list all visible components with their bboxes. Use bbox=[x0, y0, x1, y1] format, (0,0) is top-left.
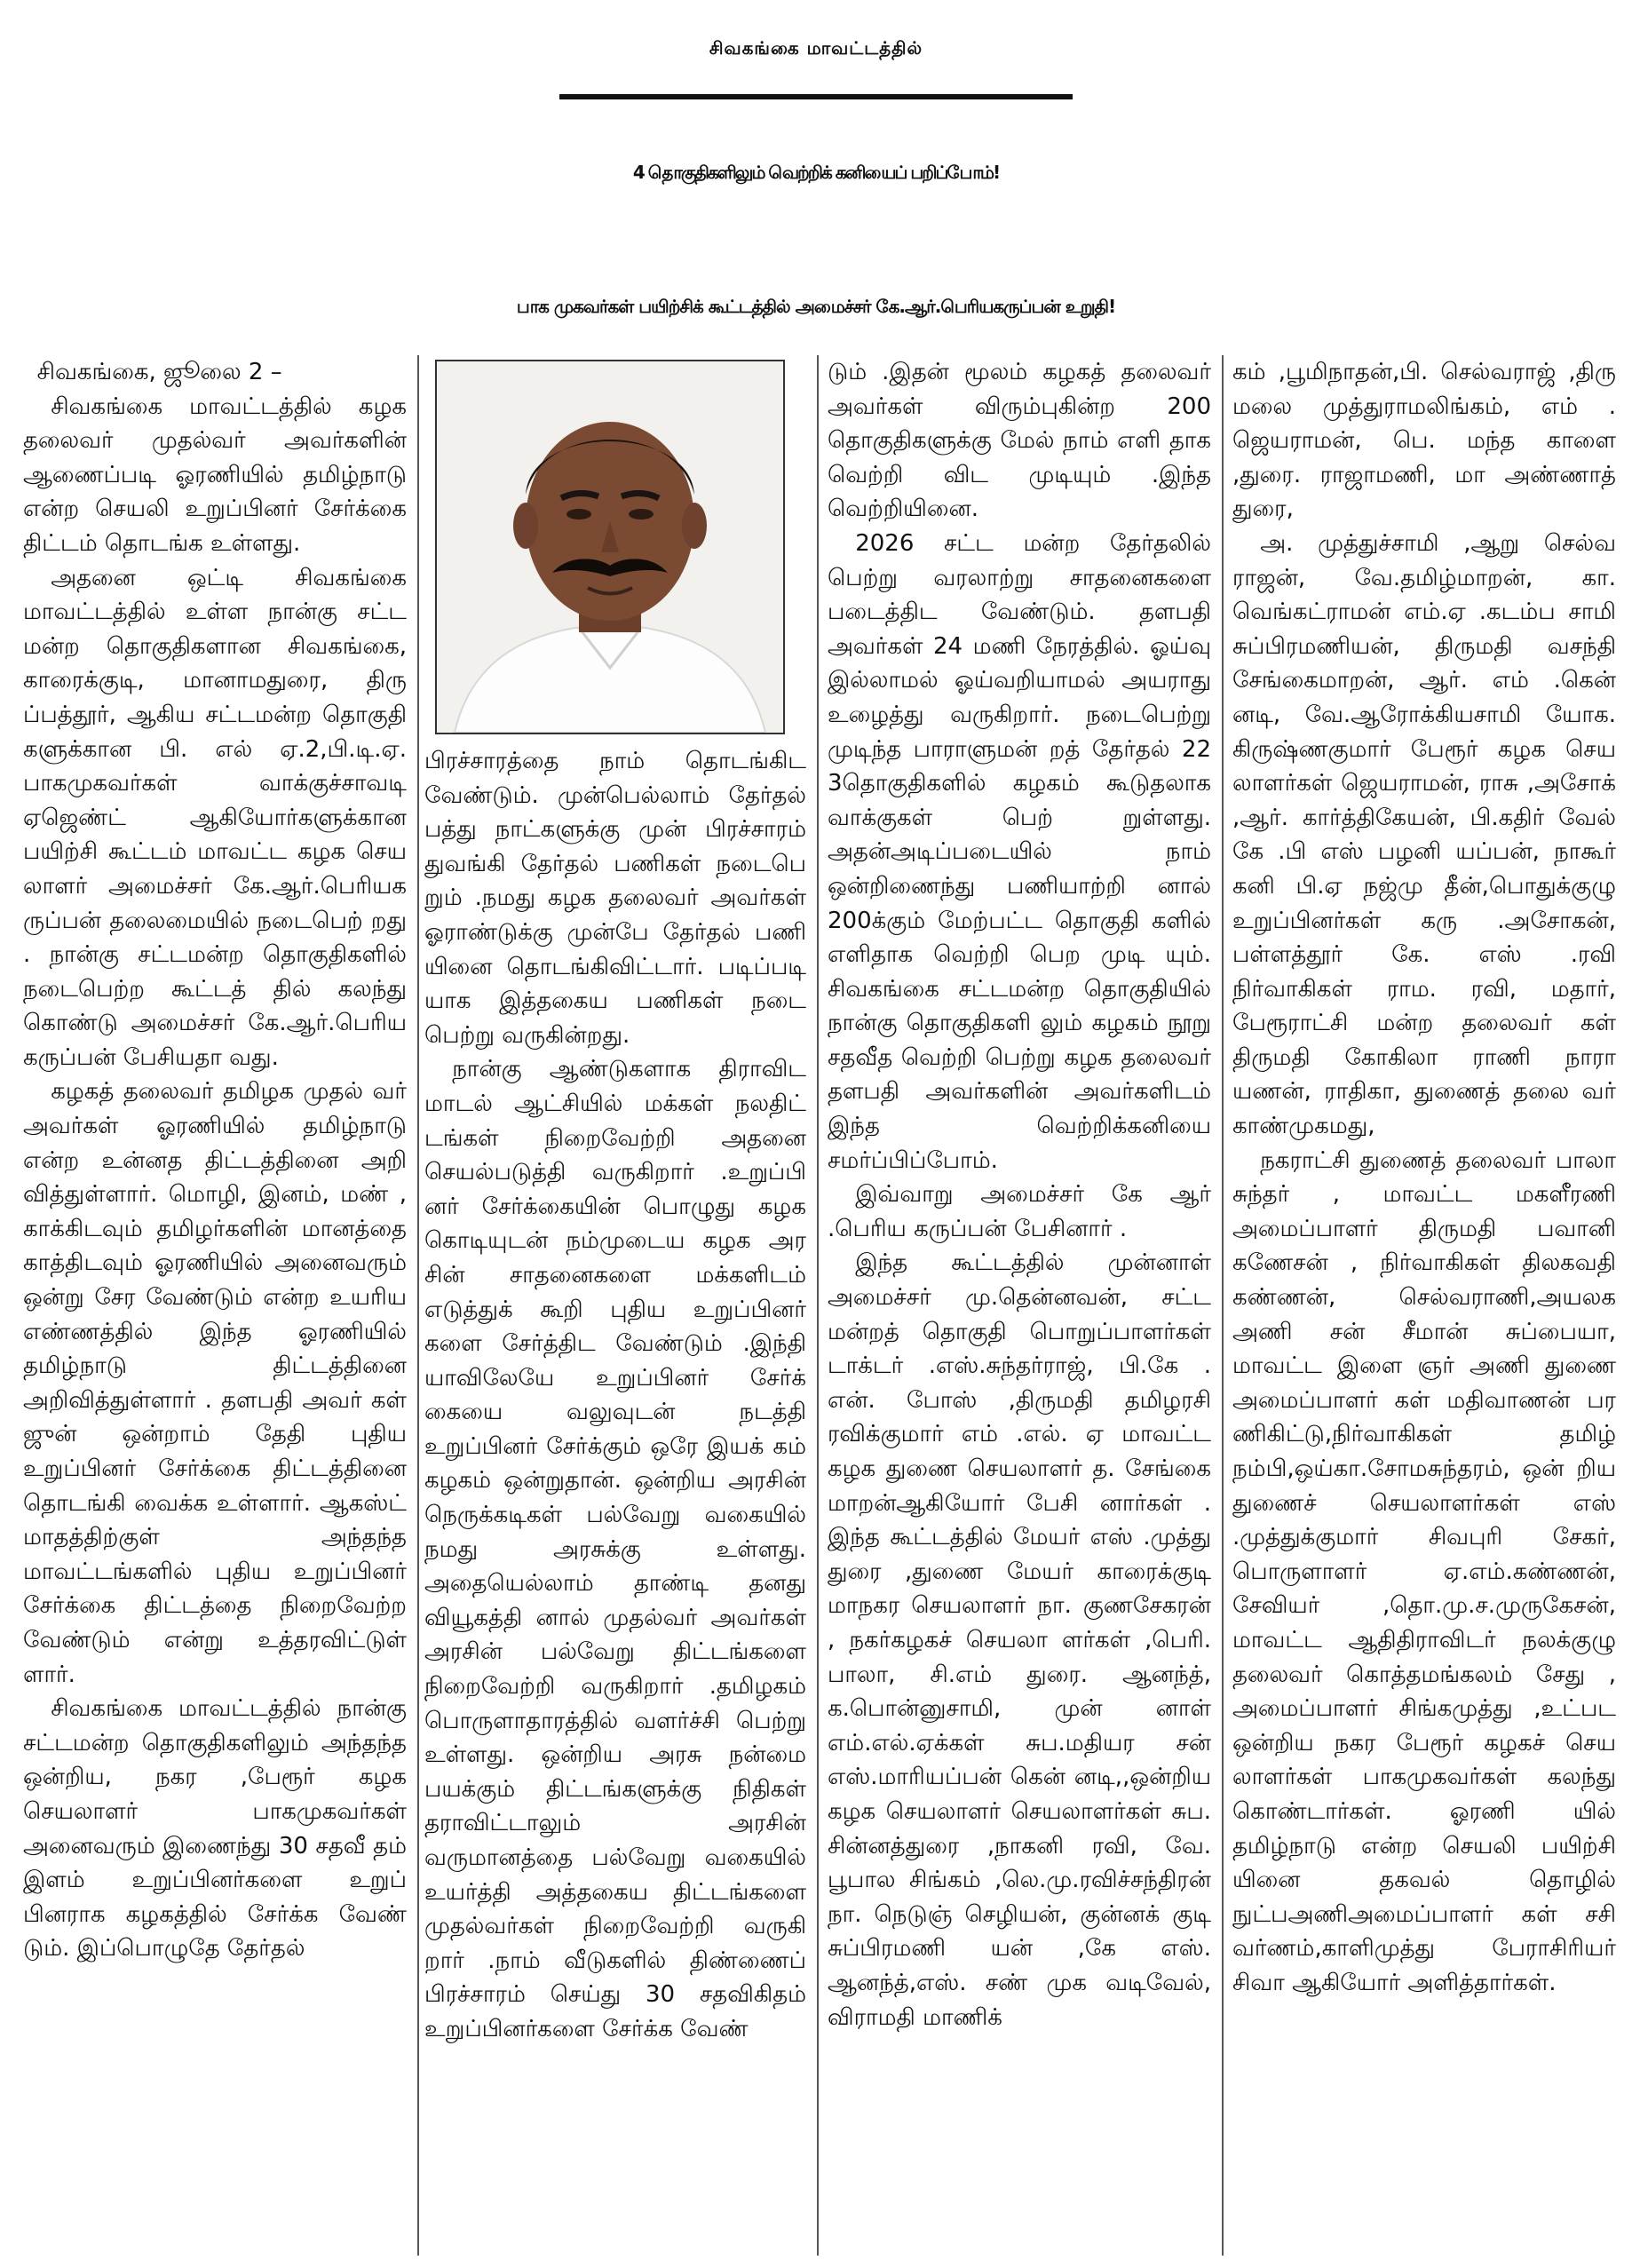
kicker: சிவகங்கை மாவட்டத்தில் bbox=[709, 37, 923, 59]
article-column-3 bbox=[828, 355, 1211, 2034]
subheadline: பாக முகவர்கள் பயிற்சிக் கூட்டத்தில் அமைச்சர் கே.ஆர்.பெரியகருப்பன் உறுதி! bbox=[516, 296, 1116, 317]
paragraph: டும் .இதன் மூலம் கழகத் தலைவர் அவர்கள் விரும்புகின்ற 200 தொகுதிகளுக்கு மேல் நாம் எளி தாக வெற்றி விட முடியும் .இந்த வெற்றியினை. bbox=[828, 359, 1211, 523]
paragraph: நகராட்சி துணைத் தலைவர் பாலா சுந்தர் , மாவட்ட மகளீரணி அமைப்பாளர் திருமதி பவானி கணேசன் , நிர்வாகிகள் திலகவதி கண்ணன், செல்வராணி,அயலக அணி சன் சீமான் சுப்பையா, மாவட்ட இளை ஞர் அணி துணை அமைப்பாளர் கள் மதிவாணன் பர ணிகிட்டு,நிர்வாகிகள் தமிழ் நம்பி,ஒய்கா.சோமசுந்தரம், ஒன் றிய துணைச் செயலாளர்கள் எஸ் .முத்துக்குமார் சிவபுரி சேகர், பொருளாளர் ஏ.எம்.கண்ணன், சேவியர் ,தொ.மு.ச.முருகேசன், மாவட்ட ஆதிதிராவிடர் நலக்குழு தலைவர் கொத்தமங்கலம் சேது , அமைப்பாளர் சிங்கமுத்து ,உட்பட ஒன்றிய நகர பேரூர் கழகச் செய லாளர்கள் பாகமுகவர்கள் கலந்து கொண்டார்கள். ஓரணி யில் தமிழ்நாடு என்ற செயலி பயிற்சி யினை தகவல் தொழில் நுட்பஅணிஅமைப்பாளர் கள் சசி வர்ணம்,காளிமுத்து பேராசிரியர் சிவா ஆகியோர் அளித்தார்கள். bbox=[1232, 1146, 1616, 1996]
column-rule bbox=[1222, 355, 1224, 2256]
article-column-2 bbox=[424, 744, 806, 2047]
paragraph: கம் ,பூமிநாதன்,பி. செல்வராஜ் ,திரு மலை முத்துராமலிங்கம், எம் . ஜெயராமன், பெ. மந்த காளை ,துரை. ராஜாமணி, மா அண்ணாத் துரை, bbox=[1232, 359, 1616, 523]
portrait-illustration bbox=[437, 361, 783, 733]
paragraph: சிவகங்கை மாவட்டத்தில் கழக தலைவர் முதல்வர் அவர்களின் ஆணைப்படி ஓரணியில் தமிழ்நாடு என்ற செயலி உறுப்பினர் சேர்க்கை திட்டம் தொடங்க உள்ளது. bbox=[23, 393, 407, 557]
paragraph: அதனை ஒட்டி சிவகங்கை மாவட்டத்தில் உள்ள நான்கு சட்ட மன்ற தொகுதிகளான சிவகங்கை, காரைக்குடி, மானாமதுரை, திரு ப்பத்தூர், ஆகிய சட்டமன்ற தொகுதி களுக்கான பி. எல் ஏ.2,பி.டி.ஏ. பாகமுகவர்கள் வாக்குச்சாவடி ஏஜெண்ட் ஆகியோர்களுக்கான பயிற்சி கூட்டம் மாவட்ட கழக செய லாளர் அமைச்சர் கே.ஆர்.பெரியக ருப்பன் தலைமையில் நடைபெற் றது . நான்கு சட்டமன்ற தொகுதிகளில் நடைபெற்ற கூட்டத் தில் கலந்து கொண்டு அமைச்சர் கே.ஆர்.பெரிய கருப்பன் பேசியதா வது. bbox=[23, 564, 407, 1071]
paragraph: பிரச்சாரத்தை நாம் தொடங்கிட வேண்டும். முன்பெல்லாம் தேர்தல் பத்து நாட்களுக்கு முன் பிரச்சாரம் துவங்கி தேர்தல் பணிகள் நடைபெ றும் .நமது கழக தலைவர் அவர்கள் ஓராண்டுக்கு முன்பே தேர்தல் பணி யினை தொடங்கிவிட்டார். படிப்படி யாக இத்தகைய பணிகள் நடை பெற்று வருகின்றது. bbox=[424, 748, 806, 1049]
paragraph: இவ்வாறு அமைச்சர் கே ஆர் .பெரிய கருப்பன் பேசினார் . bbox=[828, 1181, 1211, 1242]
paragraph: இந்த கூட்டத்தில் முன்னாள் அமைச்சர் மு.தென்னவன், சட்ட மன்றத் தொகுதி பொறுப்பாளர்கள் டாக்டர் .எஸ்.சுந்தர்ராஜ், பி.கே . என். போஸ் ,திருமதி தமிழரசி ரவிக்குமார் எம் .எல். ஏ மாவட்ட கழக துணை செயலாளர் த. சேங்கை மாறன்ஆகியோர் பேசி னார்கள் . இந்த கூட்டத்தில் மேயர் எஸ் .முத்து துரை ,துணை மேயர் காரைக்குடி மாநகர செயலாளர் நா. குணசேகரன் , நகர்கழகச் செயலா ளர்கள் ,பெரி. பாலா, சி.எம் துரை. ஆனந்த், க.பொன்னுசாமி, முன் னாள் எம்.எல்.ஏக்கள் சுப.மதியர சன் எஸ்.மாரியப்பன் கென் னடி,,ஒன்றிய கழக செயலாளர் செயலாளர்கள் சுப. சின்னத்துரை ,நாகனி ரவி, வே. பூபால சிங்கம் ,லெ.மு.ரவிச்சந்திரன் நா. நெடுஞ் செழியன், குன்னக் குடி சுப்பிரமணி யன் ,கே எஸ். ஆனந்த்,எஸ். சண் முக வடிவேல், விராமதி மாணிக் bbox=[828, 1249, 1211, 2031]
kicker-underline bbox=[559, 94, 1073, 99]
dateline: சிவகங்கை, ஜூலை 2 – bbox=[36, 359, 282, 385]
paragraph: நான்கு ஆண்டுகளாக திராவிட மாடல் ஆட்சியில் மக்கள் நலதிட் டங்கள் நிறைவேற்றி அதனை செயல்படுத்தி வருகிறார் .உறுப்பி னர் சேர்க்கையின் பொழுது கழக கொடியுடன் நம்முடைய கழக அர சின் சாதனைகளை மக்களிடம் எடுத்துக் கூறி புதிய உறுப்பினர் களை சேர்த்திட வேண்டும் .இந்தி யாவிலேயே உறுப்பினர் சேர்க் கையை வலுவுடன் நடத்தி உறுப்பினர் சேர்க்கும் ஒரே இயக் கம் கழகம் ஒன்றுதான். ஒன்றிய அரசின் நெருக்கடிகள் பல்வேறு வகையில் நமது அரசுக்கு உள்ளது. அதையெல்லாம் தாண்டி தனது வியூகத்தி னால் முதல்வர் அவர்கள் அரசின் பல்வேறு திட்டங்களை நிறைவேற்றி வருகிறார் .தமிழகம் பொருளாதாரத்தில் வளர்ச்சி பெற்று உள்ளது. ஒன்றிய அரசு நன்மை பயக்கும் திட்டங்களுக்கு நிதிகள் தராவிட்டாலும் அரசின் வருமானத்தை பல்வேறு வகையில் உயர்த்தி அத்தகைய திட்டங்களை முதல்வர்கள் நிறைவேற்றி வருகி றார் .நாம் வீடுகளில் திண்ணைப் பிரச்சாரம் செய்து 30 சதவிகிதம் உறுப்பினர்களை சேர்க்க வேண் bbox=[424, 1056, 806, 2042]
paragraph: கழகத் தலைவர் தமிழக முதல் வர் அவர்கள் ஓரணியில் தமிழ்நாடு என்ற உன்னத திட்டத்தினை அறி வித்துள்ளார். மொழி, இனம், மண் , காக்கிடவும் தமிழர்களின் மானத்தை காத்திடவும் ஓரணியில் அனைவரும் ஒன்று சேர வேண்டும் என்ற உயரிய எண்ணத்தில் இந்த ஓரணியில் தமிழ்நாடு திட்டத்தினை அறிவித்துள்ளார் . தளபதி அவர் கள் ஜுன் ஒன்றாம் தேதி புதிய உறுப்பினர் சேர்க்கை திட்டத்தினை தொடங்கி வைக்க உள்ளார். ஆகஸ்ட் மாதத்திற்குள் அந்தந்த மாவட்டங்களில் புதிய உறுப்பினர் சேர்க்கை திட்டத்தை நிறைவேற்ற வேண்டும் என்று உத்தரவிட்டுள் ளார். bbox=[23, 1078, 407, 1688]
paragraph: 2026 சட்ட மன்ற தேர்தலில் பெற்று வரலாற்று சாதனைகளை படைத்திட வேண்டும். தளபதி அவர்கள் 24 மணி நேரத்தில். ஓய்வு இல்லாமல் ஓய்வறியாமல் அயராது உழைத்து வருகிறார். நடைபெற்று முடிந்த பாராளுமன் றத் தேர்தல் 22 3தொகுதிகளில் கழகம் கூடுதலாக வாக்குகள் பெற் றுள்ளது. அதன்அடிப்படையில் நாம் ஒன்றிணைந்து பணியாற்றி னால் 200க்கும் மேற்பட்ட தொகுதி களில் எளிதாக வெற்றி பெற முடி யும். சிவகங்கை சட்டமன்ற தொகுதியில் நான்கு தொகுதிகளி லும் கழகம் நூறு சதவீத வெற்றி பெற்று கழக தலைவர் தளபதி அவர்களின் அவர்களிடம் இந்த வெற்றிக்கனியை சமர்ப்பிப்போம். bbox=[828, 529, 1211, 1174]
column-rule bbox=[417, 355, 419, 2256]
minister-photo bbox=[435, 360, 785, 734]
article-column-1 bbox=[23, 355, 407, 1966]
column-rule bbox=[817, 355, 819, 2256]
article-column-4 bbox=[1232, 355, 1616, 2001]
paragraph: அ. முத்துச்சாமி ,ஆறு செல்வ ராஜன், வே.தமிழ்மாறன், கா. வெங்கட்ராமன் எம்.ஏ .கடம்ப சாமி சுப்பிரமணியன், திருமதி வசந்தி சேங்கைமாறன், ஆர். எம் .கென் னடி, வே.ஆரோக்கியசாமி யோக. கிருஷ்ணகுமார் பேரூர் கழக செய லாளர்கள் ஜெயராமன், ராசு ,அசோக் ,ஆர். கார்த்திகேயன், பி.கதிர் வேல் கே .பி எஸ் பழனி யப்பன், நாகூர் கனி பி.ஏ நஜ்மு தீன்,பொதுக்குழு உறுப்பினர்கள் கரு .அசோகன், பள்ளத்தூர் கே. எஸ் .ரவி நிர்வாகிகள் ராம. ரவி, மதார், பேரூராட்சி மன்ற தலைவர் கள் திருமதி கோகிலா ராணி நாரா யணன், ராதிகா, துணைத் தலை வர் காண்முகமது, bbox=[1232, 529, 1616, 1140]
headline: 4 தொகுதிகளிலும் வெற்றிக் கனியைப் பறிப்போம்! bbox=[632, 162, 1000, 183]
paragraph: சிவகங்கை மாவட்டத்தில் நான்கு சட்டமன்ற தொகுதிகளிலும் அந்தந்த ஒன்றிய, நகர ,பேரூர் கழக செயலாளர் பாகமுகவர்கள் அனைவரும் இணைந்து 30 சதவீ தம் இளம் உறுப்பினர்களை உறுப் பினராக கழகத்தில் சேர்க்க வேண் டும். இப்பொழுதே தேர்தல் bbox=[23, 1695, 407, 1963]
